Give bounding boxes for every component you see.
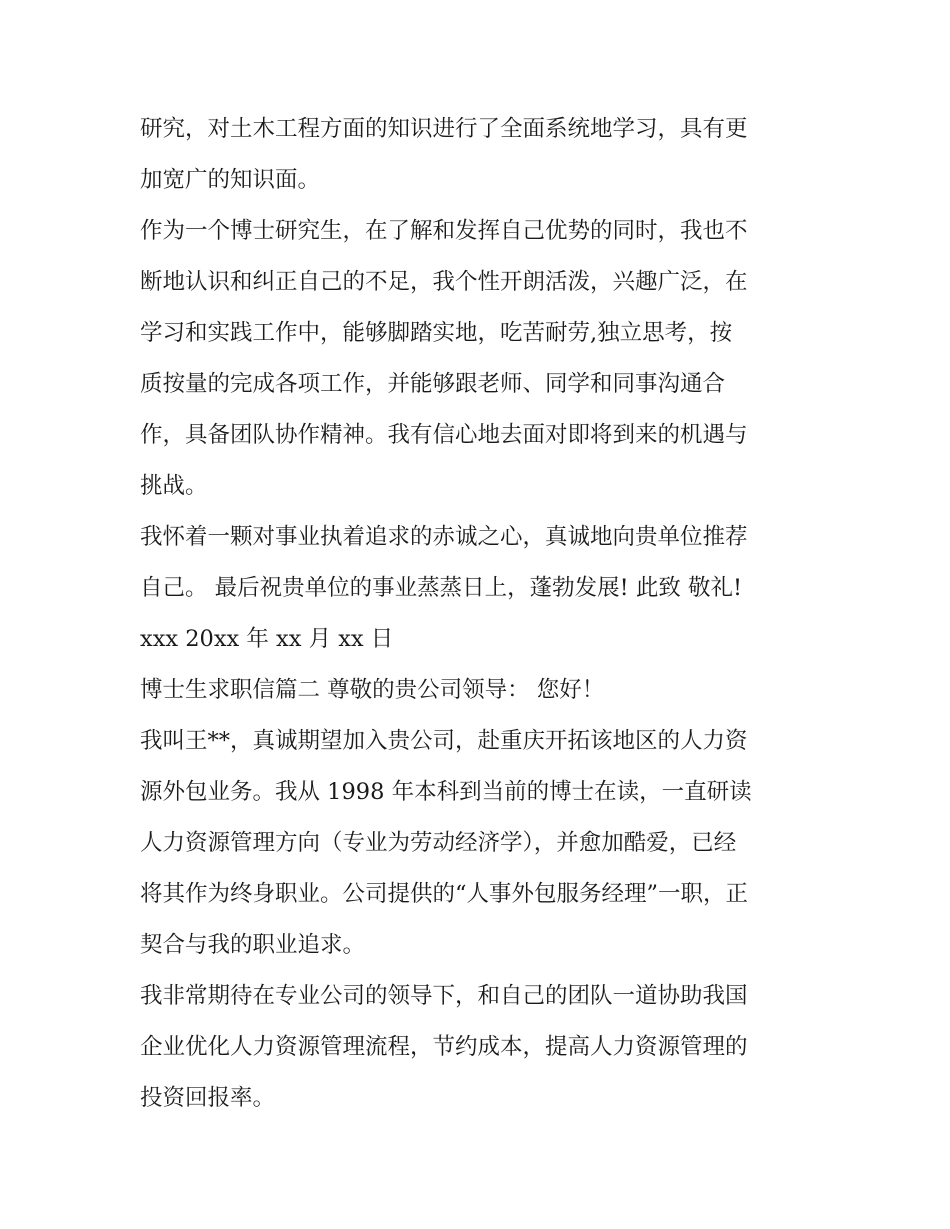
text-line: 断地认识和纠正自己的不足，我个性开朗活泼，兴趣广泛，在 (140, 269, 748, 295)
text-line: 人力资源管理方向（专业为劳动经济学），并愈加酷爱，已经 (140, 830, 737, 856)
text-line: 作为一个博士研究生，在了解和发挥自己优势的同时，我也不 (140, 218, 748, 244)
section-heading: 博士生求职信篇二 尊敬的贵公司领导： 您好！ (140, 677, 605, 703)
text-line: 我叫王**，真诚期望加入贵公司，赴重庆开拓该地区的人力资 (140, 728, 748, 754)
text-line: 质按量的完成各项工作，并能够跟老师、同学和同事沟通合 (140, 371, 726, 397)
text-line: 源外包业务。我从 1998 年本科到当前的博士在读，一直研读 (140, 779, 752, 805)
date-line: xxx 20xx 年 xx 月 xx 日 (140, 626, 394, 652)
text-line: 研究，对土木工程方面的知识进行了全面系统地学习，具有更 (140, 116, 748, 142)
text-line: 契合与我的职业追求。 (140, 932, 366, 958)
text-line: 自己。 最后祝贵单位的事业蒸蒸日上，蓬勃发展! 此致 敬礼! (140, 575, 743, 601)
text-line: 挑战。 (140, 473, 208, 499)
text-line: 作，具备团队协作精神。我有信心地去面对即将到来的机遇与 (140, 422, 748, 448)
text-line: 企业优化人力资源管理流程，节约成本，提高人力资源管理的 (140, 1034, 748, 1060)
text-line: 投资回报率。 (140, 1085, 276, 1111)
text-line: 加宽广的知识面。 (140, 167, 321, 193)
document-body (140, 104, 820, 1124)
text-line: 我非常期待在专业公司的领导下，和自己的团队一道协助我国 (140, 983, 748, 1009)
text-line: 将其作为终身职业。公司提供的“人事外包服务经理”一职，正 (140, 881, 749, 907)
text-line: 我怀着一颗对事业执着追求的赤诚之心，真诚地向贵单位推荐 (140, 524, 748, 550)
text-line: 学习和实践工作中，能够脚踏实地，吃苦耐劳,独立思考，按 (140, 320, 733, 346)
